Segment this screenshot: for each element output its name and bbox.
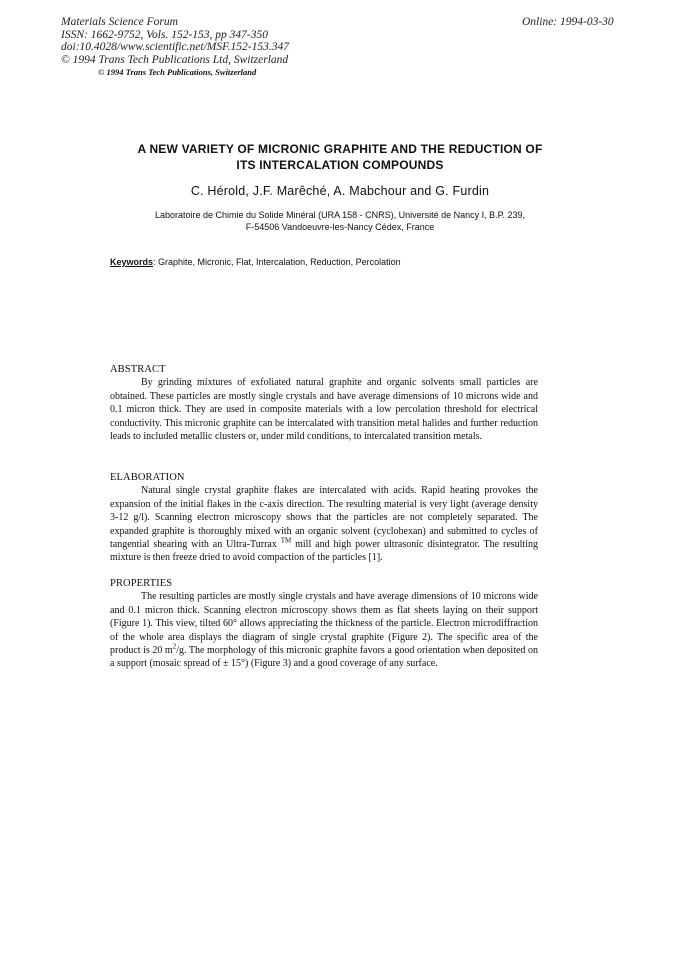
publisher-note: © 1994 Trans Tech Publications, Switzerland — [98, 67, 257, 77]
title-line-1: A NEW VARIETY OF MICRONIC GRAPHITE AND THE REDUCTION OF — [137, 142, 543, 156]
elaboration-text-1: Natural single crystal graphite flakes are intercalated with acids. Rapid heating provokes the expansion of the initial flakes in the c-axis direction. The resulting material is very light (average density 3-12 g/l). Scanning electron microscopy shows that the particles are not completely separated. The expanded graphite is thoroughly mixed with an organic solvent (cyclohexan) and submitted to cycles of tangential shearing with an Ultra-Turrax — [110, 485, 538, 551]
properties-text-2: /g. The morphology of this micronic graphite favors a good orientation when deposited on a support (mosaic spread of ± 15°) (Figure 3) and a good coverage of any surface. — [110, 645, 538, 670]
journal-name: Materials Science Forum — [61, 16, 178, 28]
properties-text-1: The resulting particles are mostly single crystals and have average dimensions of 10 microns wide and 0.1 micron thick. Scanning electron microscopy shows them as flat sheets laying on their support (Figure 1). This view, tilted 60° allows appreciating the thickness of the particle. Electron microdiffraction of the whole area displays the diagram of single crystal graphite (Figure 2). The specific area of the product is 20 m — [110, 591, 538, 657]
properties-body — [110, 590, 538, 670]
elaboration-text-2: mill and high power ultrasonic disintegrator. The resulting mixture is then freeze dried to avoid compaction of the particles [1]. — [110, 539, 538, 564]
properties-heading: PROPERTIES — [110, 578, 173, 589]
online-date: Online: 1994-03-30 — [522, 16, 614, 28]
keywords — [110, 257, 401, 267]
elaboration-heading: ELABORATION — [110, 472, 185, 483]
properties-section — [110, 577, 538, 671]
abstract-body: By grinding mixtures of exfoliated natural graphite and organic solvents small particles are obtained. These particles are mostly single crystals and have average dimensions of 10 microns wide and 0.1 micron thick. They are used in composite materials with a low percolation threshold for electrical conductivity. This micronic graphite can be intercalated with transition metal halides and further reduction leads to included metallic clusters or, under mild conditions, to intercalated transition metals. — [110, 377, 538, 443]
authors: C. Hérold, J.F. Marêché, A. Mabchour and G. Furdin — [190, 184, 490, 198]
elaboration-section — [110, 471, 538, 565]
squared-superscript: 2 — [172, 642, 177, 651]
affiliation — [85, 209, 595, 233]
affiliation-line-1: Laboratoire de Chimie du Solide Minéral (URA 158 - CNRS), Université de Nancy I, B.P. 239, — [154, 210, 525, 220]
elaboration-body — [110, 484, 538, 564]
abstract-section — [110, 363, 538, 443]
doi-line: doi:10.4028/www.scientific.net/MSF.152-153.347 — [61, 41, 289, 53]
paper-title — [80, 141, 600, 173]
abstract-heading: ABSTRACT — [110, 364, 166, 375]
journal-metadata — [61, 16, 289, 66]
keywords-label: Keywords — [110, 257, 154, 267]
affiliation-line-2: F-54506 Vandoeuvre-les-Nancy Cédex, France — [245, 222, 435, 232]
trademark-superscript: TM — [280, 536, 292, 545]
keywords-text: : Graphite, Micronic, Flat, Intercalation, Reduction, Percolation — [153, 257, 401, 267]
title-line-2: ITS INTERCALATION COMPOUNDS — [236, 158, 444, 172]
issn-line: ISSN: 1662-9752, Vols. 152-153, pp 347-350 — [61, 28, 268, 41]
copyright-line: © 1994 Trans Tech Publications Ltd, Switzerland — [61, 53, 289, 66]
